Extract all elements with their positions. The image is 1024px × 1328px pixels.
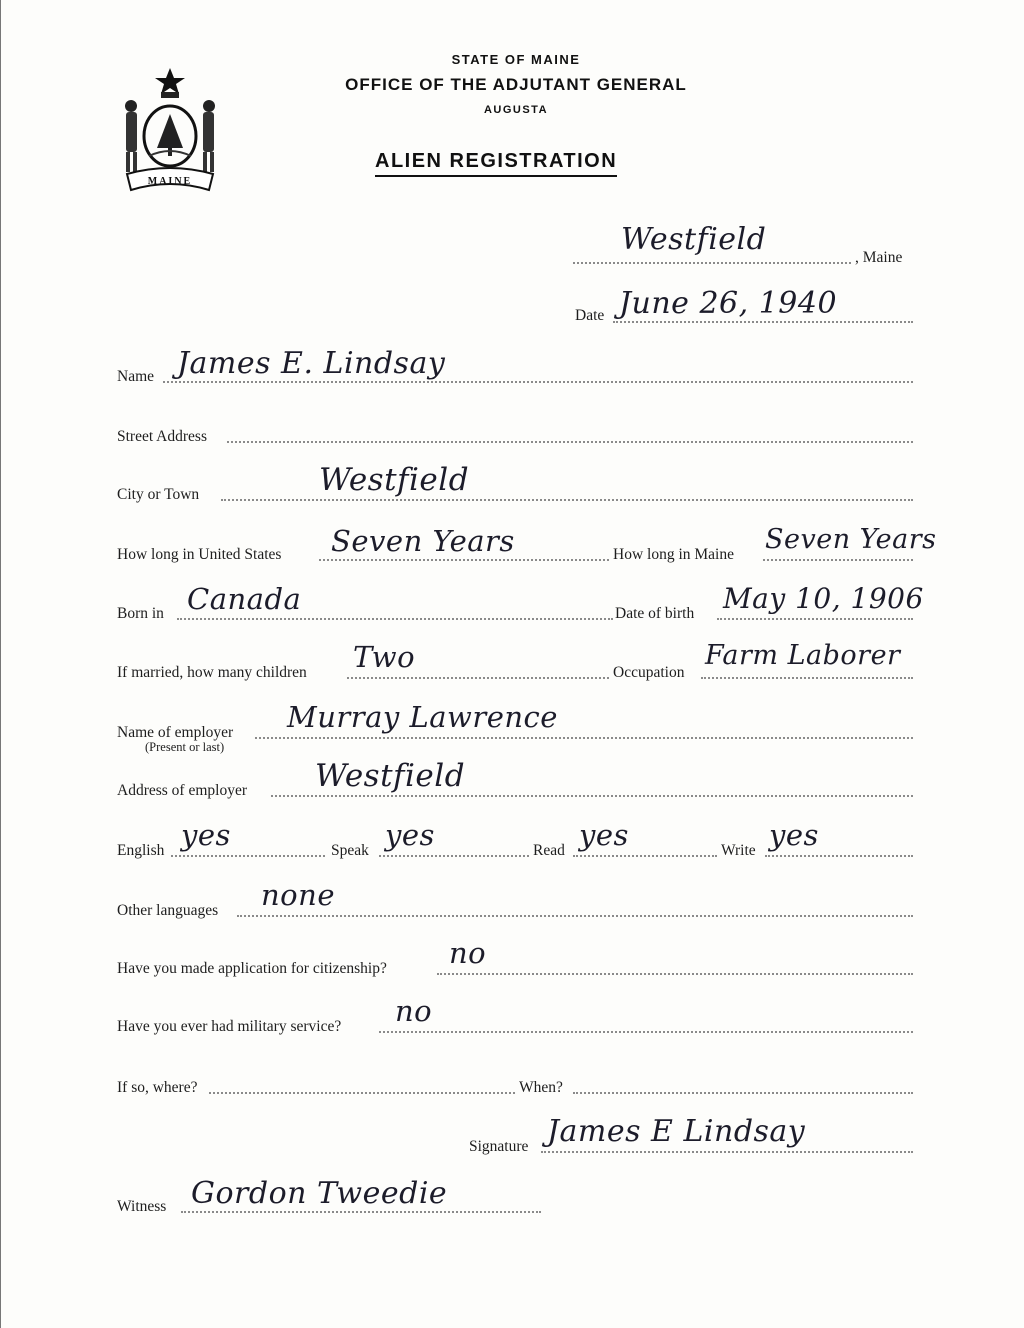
occupation-value: Farm Laborer	[705, 640, 901, 671]
born-value: Canada	[187, 582, 302, 616]
when-label: When?	[519, 1079, 563, 1096]
us-long-label: How long in United States	[117, 546, 282, 563]
citizenship-line	[437, 973, 913, 975]
military-value: no	[395, 994, 433, 1028]
witness-line	[181, 1211, 541, 1213]
born-label: Born in	[117, 605, 164, 622]
town-value: Westfield	[621, 222, 767, 257]
date-value: June 26, 1940	[619, 286, 838, 321]
emp-address-label: Address of employer	[117, 782, 247, 799]
occupation-label: Occupation	[613, 664, 685, 681]
where-line	[209, 1092, 515, 1094]
city-value: Westfield	[319, 462, 470, 498]
other-lang-value: none	[261, 878, 335, 912]
date-line	[613, 321, 913, 323]
maine-seal-icon	[117, 66, 223, 194]
occupation-line	[701, 677, 913, 679]
us-long-line	[319, 559, 609, 561]
dob-line	[717, 618, 913, 620]
signature-label: Signature	[469, 1138, 529, 1155]
other-lang-label: Other languages	[117, 902, 219, 919]
employer-sublabel: (Present or last)	[145, 740, 225, 754]
children-label: If married, how many children	[117, 664, 307, 681]
date-label: Date	[575, 307, 605, 324]
maine-long-value: Seven Years	[765, 524, 937, 555]
maine-long-line	[763, 559, 913, 561]
english-label: English	[117, 842, 165, 859]
emp-address-value: Westfield	[315, 758, 466, 794]
form-title: ALIEN REGISTRATION	[375, 150, 617, 177]
header-city: AUGUSTA	[483, 104, 549, 116]
name-label: Name	[117, 368, 155, 385]
city-label: City or Town	[117, 486, 200, 503]
citizenship-label: Have you made application for citizenship?	[117, 960, 387, 977]
header-office: OFFICE OF THE ADJUTANT GENERAL	[345, 75, 687, 94]
when-line	[573, 1092, 913, 1094]
write-line	[765, 855, 913, 857]
street-label: Street Address	[117, 428, 207, 445]
other-lang-line	[237, 915, 913, 917]
town-line	[573, 262, 851, 264]
us-long-value: Seven Years	[331, 524, 515, 558]
english-line	[171, 855, 325, 857]
write-label: Write	[721, 842, 756, 859]
employer-label: Name of employer	[117, 724, 234, 741]
speak-value: yes	[385, 818, 435, 852]
read-line	[573, 855, 717, 857]
street-line	[227, 441, 913, 443]
maine-long-label: How long in Maine	[613, 546, 734, 563]
military-label: Have you ever had military service?	[117, 1018, 342, 1035]
speak-label: Speak	[331, 842, 369, 859]
maine-label: , Maine	[855, 249, 903, 266]
emp-address-line	[271, 795, 913, 797]
born-line	[177, 618, 613, 620]
header-state: STATE OF MAINE	[451, 52, 581, 67]
name-line	[163, 381, 913, 383]
employer-line	[255, 737, 913, 739]
english-value: yes	[181, 818, 231, 852]
employer-value: Murray Lawrence	[287, 700, 558, 734]
citizenship-value: no	[449, 936, 487, 970]
signature-line	[541, 1151, 913, 1153]
military-line	[379, 1031, 913, 1033]
witness-label: Witness	[117, 1198, 167, 1215]
children-line	[347, 677, 609, 679]
read-label: Read	[533, 842, 565, 859]
read-value: yes	[579, 818, 629, 852]
children-value: Two	[353, 640, 416, 674]
name-value: James E. Lindsay	[177, 346, 446, 381]
seal-text: MAINE	[147, 176, 193, 187]
where-label: If so, where?	[117, 1079, 198, 1096]
dob-label: Date of birth	[615, 605, 695, 622]
signature-value: James E Lindsay	[547, 1114, 806, 1149]
dob-value: May 10, 1906	[723, 582, 924, 615]
speak-line	[379, 855, 529, 857]
write-value: yes	[769, 818, 819, 852]
city-line	[221, 499, 913, 501]
witness-value: Gordon Tweedie	[191, 1176, 448, 1211]
